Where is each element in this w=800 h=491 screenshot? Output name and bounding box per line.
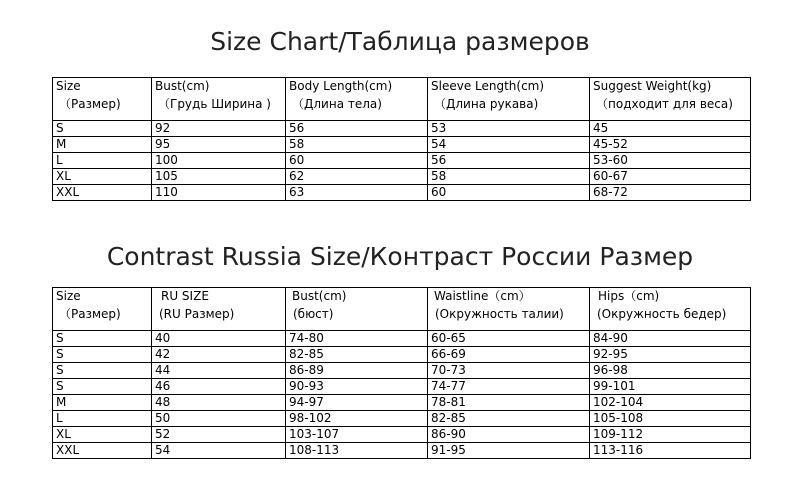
header-cell	[53, 78, 152, 121]
header-en: Size	[56, 79, 81, 93]
table-cell: XL	[53, 427, 152, 443]
table-cell: S	[53, 331, 152, 347]
table-row	[53, 411, 751, 427]
table-cell: 99-101	[590, 379, 751, 395]
header-ru: （Размер)	[59, 97, 121, 111]
table-row	[53, 185, 751, 201]
table-cell: 44	[152, 363, 286, 379]
header-cell	[286, 288, 428, 331]
table-cell: 60	[286, 153, 428, 169]
table-cell: 113-116	[590, 443, 751, 459]
header-cell	[590, 78, 751, 121]
table-cell: 78-81	[428, 395, 590, 411]
table-cell: 53	[428, 121, 590, 137]
header-ru: （подходит для веса)	[596, 97, 733, 111]
size-chart-title: Size Chart/Таблица размеров	[210, 27, 590, 56]
header-ru: (RU Размер)	[159, 307, 235, 321]
table-cell: XXL	[53, 185, 152, 201]
table-row	[53, 169, 751, 185]
table-cell: 109-112	[590, 427, 751, 443]
header-cell	[428, 78, 590, 121]
table-cell: XL	[53, 169, 152, 185]
header-cell	[53, 288, 152, 331]
table-cell: 60-65	[428, 331, 590, 347]
table-cell: 103-107	[286, 427, 428, 443]
table-cell: 74-77	[428, 379, 590, 395]
header-ru: （Длина рукава)	[434, 97, 539, 111]
header-cell	[590, 288, 751, 331]
table-cell: M	[53, 137, 152, 153]
header-en: RU SIZE	[161, 289, 209, 303]
table-cell: 54	[428, 137, 590, 153]
table-cell: 60-67	[590, 169, 751, 185]
table-cell: 82-85	[286, 347, 428, 363]
table-row	[53, 331, 751, 347]
table-cell: 52	[152, 427, 286, 443]
header-ru: (бюст)	[293, 307, 334, 321]
table-cell: 105	[152, 169, 286, 185]
table-cell: 60	[428, 185, 590, 201]
table-cell: 105-108	[590, 411, 751, 427]
table-cell: 108-113	[286, 443, 428, 459]
table-cell: 68-72	[590, 185, 751, 201]
table-cell: 45-52	[590, 137, 751, 153]
table-cell: 48	[152, 395, 286, 411]
table-header-row	[53, 78, 751, 121]
header-cell	[152, 288, 286, 331]
table-cell: 62	[286, 169, 428, 185]
table-cell: 96-98	[590, 363, 751, 379]
size-chart-table	[52, 77, 751, 201]
header-en: Bust(cm)	[292, 289, 347, 303]
table-cell: L	[53, 153, 152, 169]
table-cell: 40	[152, 331, 286, 347]
header-ru: (Окружность талии)	[435, 307, 564, 321]
table-cell: S	[53, 363, 152, 379]
table-cell: S	[53, 121, 152, 137]
table-cell: 66-69	[428, 347, 590, 363]
table-cell: 54	[152, 443, 286, 459]
table-cell: 56	[428, 153, 590, 169]
table-cell: 63	[286, 185, 428, 201]
table-cell: 46	[152, 379, 286, 395]
table-cell: 110	[152, 185, 286, 201]
table-cell: M	[53, 395, 152, 411]
table-cell: 86-90	[428, 427, 590, 443]
table-cell: 102-104	[590, 395, 751, 411]
table-cell: 95	[152, 137, 286, 153]
header-en: Size	[56, 289, 81, 303]
table-row	[53, 427, 751, 443]
table-cell: S	[53, 347, 152, 363]
header-en: Suggest Weight(kg)	[593, 79, 712, 93]
table-cell: L	[53, 411, 152, 427]
russia-size-table	[52, 287, 751, 459]
header-en: Waistline（cm）	[434, 289, 531, 303]
header-en: Body Length(cm)	[289, 79, 393, 93]
header-ru: （Длина тела)	[292, 97, 382, 111]
table-row	[53, 395, 751, 411]
table-cell: 70-73	[428, 363, 590, 379]
header-cell	[428, 288, 590, 331]
table-cell: 58	[428, 169, 590, 185]
table-cell: 92-95	[590, 347, 751, 363]
table-row	[53, 379, 751, 395]
table-row	[53, 363, 751, 379]
table-cell: 84-90	[590, 331, 751, 347]
table-cell: 53-60	[590, 153, 751, 169]
table-cell: 100	[152, 153, 286, 169]
table-header-row	[53, 288, 751, 331]
table-cell: 45	[590, 121, 751, 137]
table-cell: 50	[152, 411, 286, 427]
table-cell: 91-95	[428, 443, 590, 459]
header-ru: （Грудь Ширина )	[158, 97, 271, 111]
table-row	[53, 443, 751, 459]
header-cell	[286, 78, 428, 121]
table-cell: 92	[152, 121, 286, 137]
header-ru: (Окружность бедер)	[597, 307, 727, 321]
table-cell: 86-89	[286, 363, 428, 379]
table-cell: 98-102	[286, 411, 428, 427]
table-cell: 74-80	[286, 331, 428, 347]
header-cell	[152, 78, 286, 121]
header-en: Bust(cm)	[155, 79, 210, 93]
table-cell: S	[53, 379, 152, 395]
header-en: Sleeve Length(cm)	[431, 79, 545, 93]
table-cell: 90-93	[286, 379, 428, 395]
table-row	[53, 347, 751, 363]
table-cell: 58	[286, 137, 428, 153]
table-cell: 56	[286, 121, 428, 137]
table-cell: XXL	[53, 443, 152, 459]
table-row	[53, 137, 751, 153]
table-cell: 42	[152, 347, 286, 363]
header-ru: （Размер)	[59, 307, 121, 321]
table-cell: 82-85	[428, 411, 590, 427]
table-cell: 94-97	[286, 395, 428, 411]
header-en: Hips（cm)	[598, 289, 660, 303]
table-row	[53, 153, 751, 169]
table-row	[53, 121, 751, 137]
russia-size-title: Contrast Russia Size/Контраст России Размер	[106, 242, 694, 271]
